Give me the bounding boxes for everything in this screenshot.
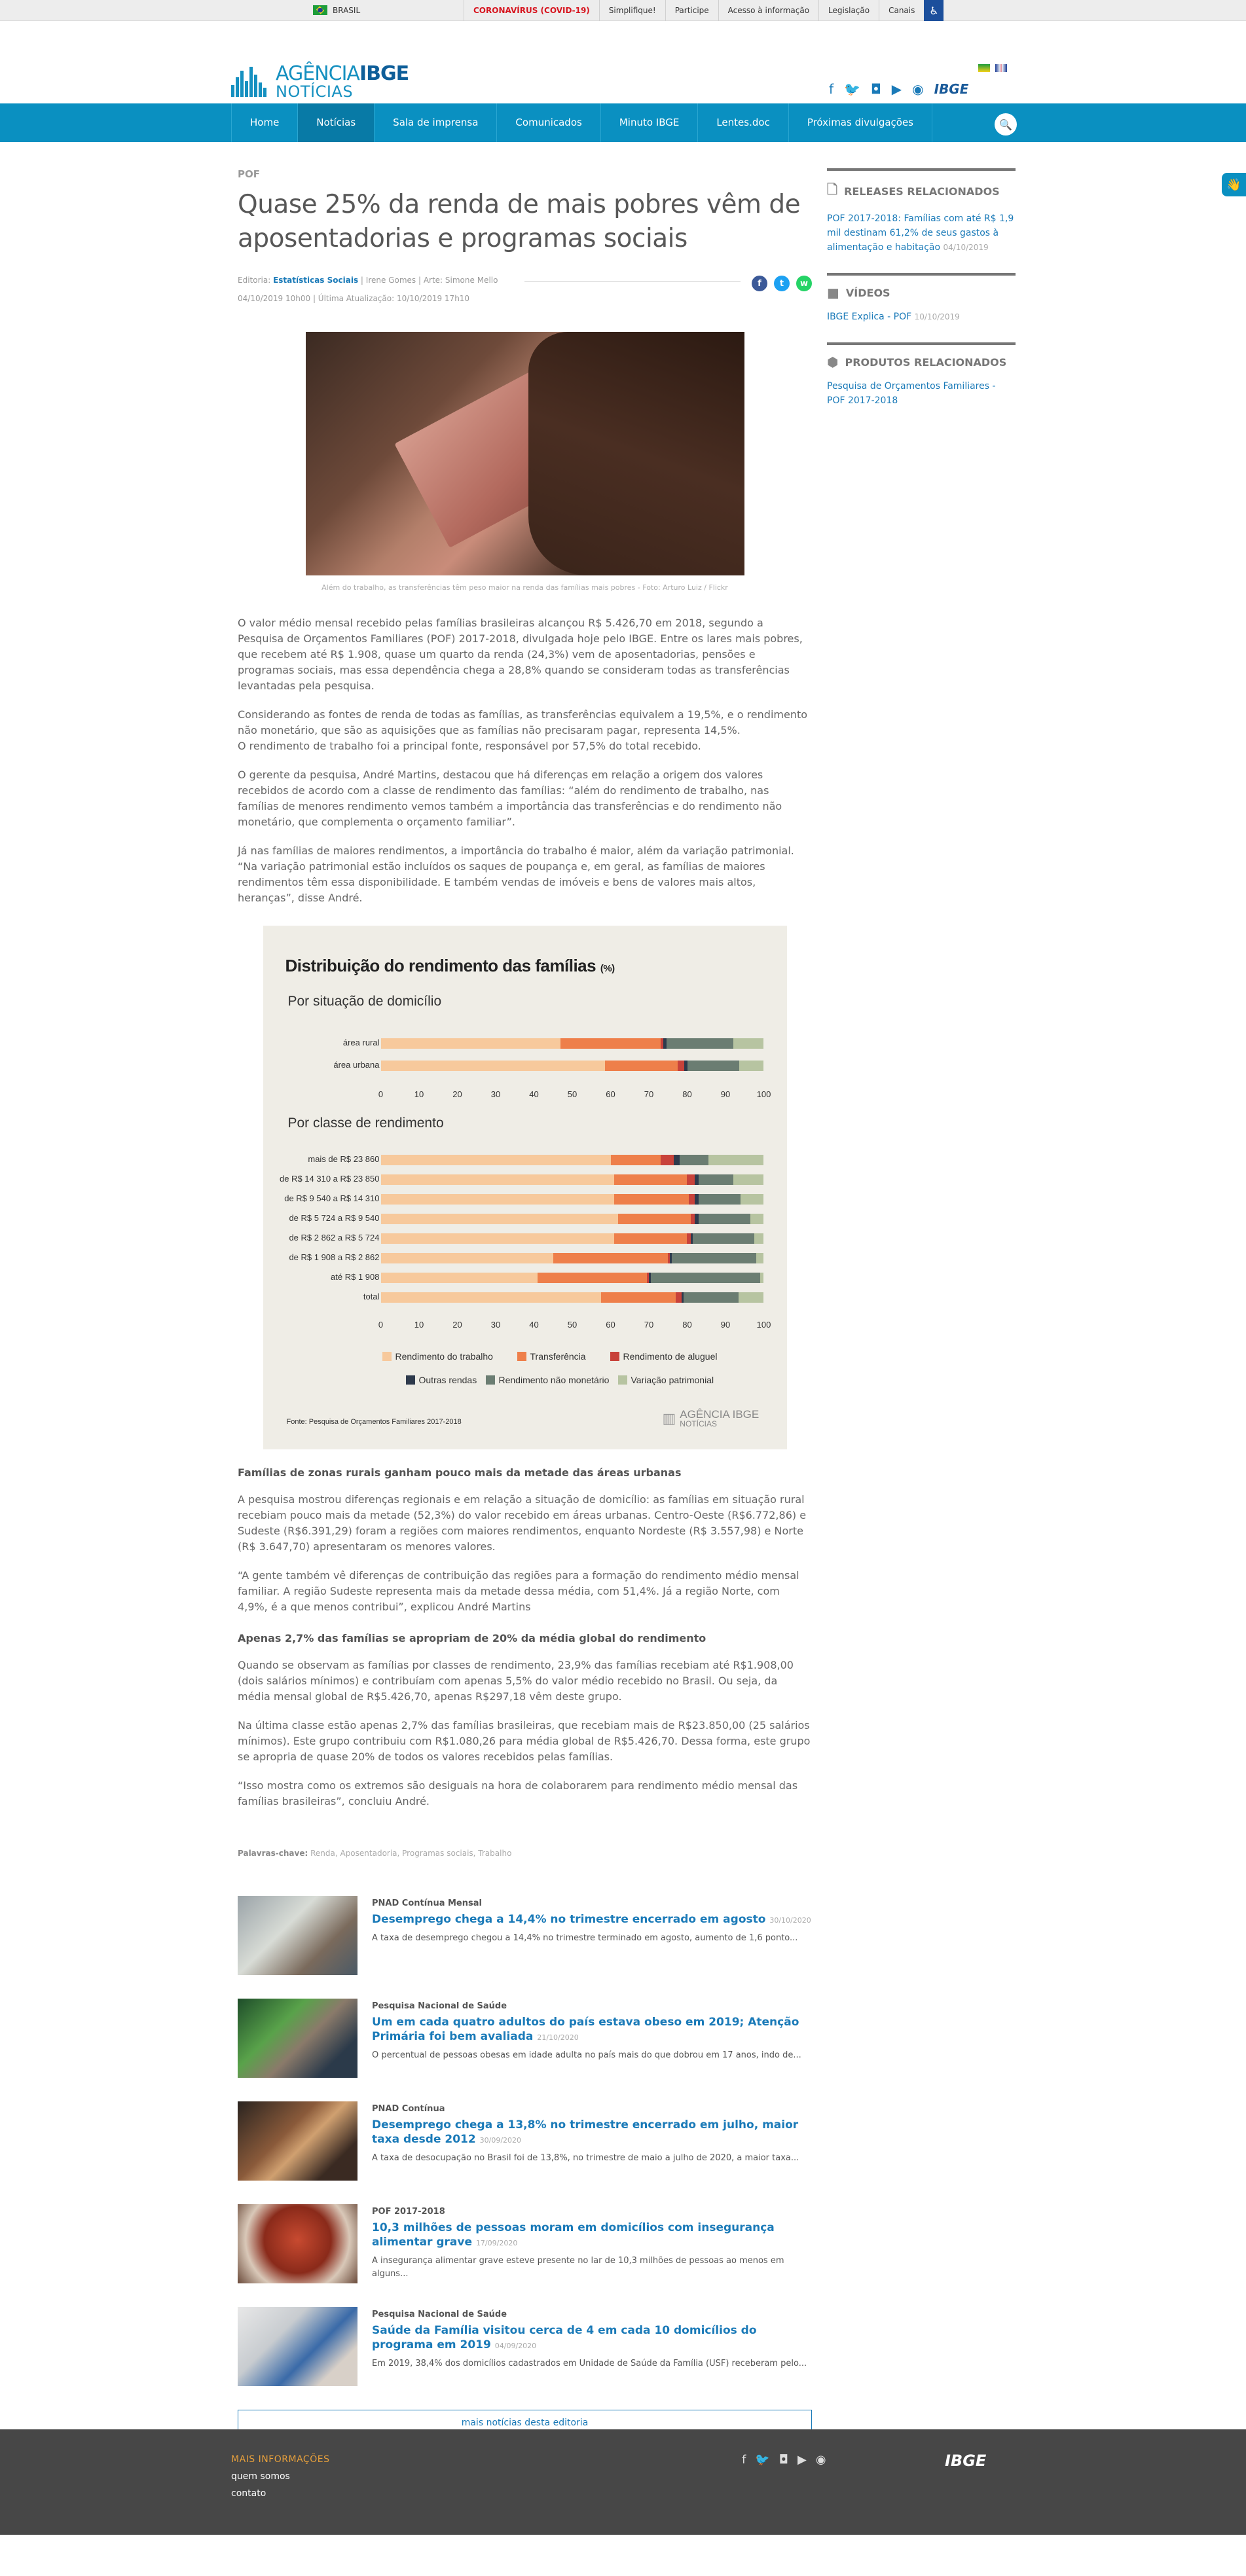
bar-segment-rendimento-de-aluguel bbox=[689, 1194, 695, 1205]
rss-icon[interactable]: ◉ bbox=[912, 81, 924, 97]
panel1-tick-label: 10 bbox=[414, 1089, 424, 1099]
panel2-tick-label: 90 bbox=[720, 1320, 731, 1330]
legend-label: Rendimento de aluguel bbox=[623, 1351, 718, 1362]
main-nav bbox=[0, 103, 1246, 142]
panel2-tick-label: 60 bbox=[606, 1320, 615, 1330]
legend-item bbox=[610, 1351, 718, 1362]
legend-swatch bbox=[610, 1352, 619, 1361]
bar-segment-varia-o-patrimonial bbox=[754, 1233, 764, 1244]
logo-word-noticias: NOTÍCIAS bbox=[276, 82, 354, 101]
editoria-label: Editoria: bbox=[238, 276, 271, 285]
ibge-header-logo[interactable]: IBGE bbox=[934, 81, 969, 97]
chart-logo-bars-icon: ▥ bbox=[662, 1409, 676, 1426]
panel1-tick-label: 50 bbox=[567, 1089, 577, 1099]
sidebar-releases bbox=[827, 168, 1016, 255]
gov-link-simplifique[interactable]: Simplifique! bbox=[599, 0, 665, 21]
bar-segment-rendimento-n-o-monet-rio bbox=[667, 1038, 733, 1049]
sidebar-video-link[interactable]: IBGE Explica - POF bbox=[827, 312, 912, 322]
news-date: 30/09/2020 bbox=[479, 2136, 522, 2145]
footer-instagram-icon[interactable]: ◘ bbox=[779, 2453, 789, 2467]
bar-segment-rendimento-do-trabalho bbox=[381, 1194, 615, 1205]
site-header bbox=[0, 21, 1246, 103]
share-facebook-icon[interactable]: f bbox=[752, 276, 767, 291]
chart_data.panel1-stacked-bar bbox=[381, 1061, 764, 1071]
gov-link-acesso[interactable]: Acesso à informação bbox=[718, 0, 818, 21]
gov-link-participe[interactable]: Participe bbox=[665, 0, 718, 21]
youtube-icon[interactable]: ▶ bbox=[891, 81, 902, 97]
bar-segment-rendimento-n-o-monet-rio bbox=[680, 1155, 708, 1165]
header-social-links bbox=[829, 81, 968, 97]
legend-item bbox=[382, 1351, 493, 1362]
legend-item bbox=[486, 1375, 610, 1385]
bar-segment-rendimento-n-o-monet-rio bbox=[672, 1253, 756, 1263]
language-switcher bbox=[978, 64, 1007, 72]
news-date: 04/09/2020 bbox=[494, 2342, 537, 2350]
bar-segment-rendimento-de-aluguel bbox=[687, 1174, 695, 1185]
news-item[interactable] bbox=[238, 2307, 812, 2386]
bar-segment-rendimento-n-o-monet-rio bbox=[651, 1273, 760, 1283]
news-item[interactable] bbox=[238, 2204, 812, 2283]
paragraph: Quando se observam as famílias por classes de rendimento, 23,9% das famílias recebiam até R$1.908,00 (dois salários mínimos) e contribuíam com apenas 5,5% do valor médio recebido no Brasil. Ou seja, da média mensal global de R$5.426,70, apenas R$297,18 vêm deste grupo. bbox=[238, 1659, 794, 1703]
sidebar-release-date: 04/10/2019 bbox=[943, 243, 989, 252]
bar-segment-transfer-ncia bbox=[553, 1253, 669, 1263]
chart_data.panel1-stacked-bar bbox=[381, 1038, 764, 1049]
panel1-tick-label: 100 bbox=[756, 1089, 771, 1099]
sidebar-releases-title: RELEASES RELACIONADOS bbox=[844, 185, 1000, 198]
chart_data.panel2-stacked-bar bbox=[381, 1155, 764, 1165]
article-dates: 04/10/2019 10h00 | Última Atualização: 10/10/2019 17h10 bbox=[238, 294, 470, 303]
news-title[interactable]: Saúde da Família visitou cerca de 4 em cada 10 domicílios do programa em 2019 bbox=[372, 2324, 757, 2351]
footer-youtube-icon[interactable]: ▶ bbox=[797, 2453, 807, 2467]
chart_data.panel2-row-label: até R$ 1 908 bbox=[331, 1272, 380, 1282]
news-thumbnail[interactable] bbox=[238, 2101, 357, 2181]
main-area bbox=[0, 142, 1246, 2429]
agencia-ibge-logo[interactable] bbox=[231, 63, 409, 101]
panel1-tick-label: 40 bbox=[529, 1089, 539, 1099]
panel1-tick-label: 0 bbox=[378, 1089, 384, 1099]
chart-title bbox=[285, 956, 615, 976]
keywords-list[interactable]: Renda, Aposentadoria, Programas sociais, Trabalho bbox=[310, 1849, 512, 1858]
legend-swatch bbox=[618, 1375, 627, 1385]
nav-sala-imprensa[interactable]: Sala de imprensa bbox=[393, 117, 479, 128]
chart_data.panel2-row-label: mais de R$ 23 860 bbox=[308, 1154, 380, 1164]
panel1-tick-label: 90 bbox=[720, 1089, 731, 1099]
panel1-tick-label: 70 bbox=[644, 1089, 654, 1099]
news-thumbnail[interactable] bbox=[238, 1896, 357, 1975]
nav-comunicados[interactable]: Comunicados bbox=[515, 117, 582, 128]
search-button[interactable] bbox=[995, 113, 1017, 136]
bar-segment-varia-o-patrimonial bbox=[756, 1253, 764, 1263]
bar-segment-rendimento-n-o-monet-rio bbox=[687, 1061, 739, 1071]
paragraph-line: O rendimento de trabalho foi a principal fonte, responsável por 57,5% do total recebido. bbox=[238, 740, 701, 752]
bar-segment-varia-o-patrimonial bbox=[739, 1061, 763, 1071]
brasil-label: BRASIL bbox=[333, 5, 361, 15]
news-date: 21/10/2020 bbox=[537, 2033, 579, 2042]
legend-label: Variação patrimonial bbox=[631, 1375, 714, 1385]
panel1-tick-label: 60 bbox=[606, 1089, 615, 1099]
instagram-icon[interactable]: ◘ bbox=[870, 81, 881, 97]
sidebar-videos bbox=[827, 273, 1016, 324]
panel2-tick-label: 30 bbox=[490, 1320, 501, 1330]
chart_data.panel1-row-label: área rural bbox=[342, 1038, 380, 1047]
chart_data.panel2-row-label: de R$ 2 862 a R$ 5 724 bbox=[289, 1233, 380, 1243]
keywords-label: Palavras-chave: bbox=[238, 1849, 308, 1858]
news-editoria[interactable]: PNAD Contínua Mensal bbox=[372, 1898, 482, 1908]
sidebar-videos-title: VÍDEOS bbox=[845, 286, 890, 299]
bar-segment-varia-o-patrimonial bbox=[708, 1155, 764, 1165]
paragraph-line: Considerando as fontes de renda de todas as famílias, as transferências equivalem a 19,5%, e o rendimento não monetário, que são as aquisições que as famílias não precisaram pagar, representa 14,5%. bbox=[238, 708, 808, 736]
sidebar-products-title: PRODUTOS RELACIONADOS bbox=[845, 355, 1007, 369]
news-summary: A insegurança alimentar grave esteve presente no lar de 10,3 milhões de pessoas ao menos em alguns... bbox=[372, 2256, 784, 2279]
bar-segment-rendimento-n-o-monet-rio bbox=[699, 1214, 750, 1224]
sidebar-release-link[interactable]: POF 2017-2018: Famílias com até R$ 1,9 mil destinam 61,2% de seus gastos à alimentação e habitação bbox=[827, 213, 1014, 253]
nav-noticias[interactable]: Notícias bbox=[298, 103, 374, 142]
legend-item bbox=[618, 1375, 714, 1385]
bar-segment-rendimento-n-o-monet-rio bbox=[684, 1292, 739, 1303]
bar-segment-varia-o-patrimonial bbox=[750, 1214, 763, 1224]
article-meta: Editoria: Estatísticas Sociais | Irene Gomes | Arte: Simone Mello 04/10/2019 10h00 | Última Atualização: 10/10/2019 17h10 f t w bbox=[238, 276, 812, 312]
twitter-icon[interactable]: 🐦 bbox=[844, 81, 860, 97]
search-icon: 🔍 bbox=[999, 118, 1012, 131]
chart_data.panel2-stacked-bar bbox=[381, 1253, 764, 1263]
panel2-tick-label: 20 bbox=[452, 1320, 462, 1330]
panel2-tick-label: 10 bbox=[414, 1320, 424, 1330]
subheading-classes: Apenas 2,7% das famílias se apropriam de 20% da média global do rendimento bbox=[238, 1632, 706, 1644]
article-photo bbox=[306, 332, 744, 575]
subheading-rural: Famílias de zonas rurais ganham pouco mais da metade das áreas urbanas bbox=[238, 1466, 682, 1479]
news-date: 17/09/2020 bbox=[475, 2239, 518, 2247]
chart_data.panel2-row-label: de R$ 14 310 a R$ 23 850 bbox=[279, 1174, 380, 1184]
panel2-tick-label: 0 bbox=[378, 1320, 384, 1330]
lang-en-flag-icon[interactable] bbox=[995, 64, 1007, 72]
footer-link-contato[interactable]: contato bbox=[231, 2488, 266, 2499]
footer-twitter-icon[interactable]: 🐦 bbox=[755, 2453, 770, 2467]
accessibility-side-button[interactable]: 👋 bbox=[1222, 173, 1246, 196]
news-title[interactable]: Desemprego chega a 14,4% no trimestre encerrado em agosto bbox=[372, 1913, 766, 1926]
chart_data.panel2-stacked-bar bbox=[381, 1194, 764, 1205]
bar-segment-rendimento-de-aluguel bbox=[661, 1155, 674, 1165]
gov-links bbox=[464, 0, 944, 21]
chart_data.panel2-stacked-bar bbox=[381, 1273, 764, 1283]
panel2-tick-label: 70 bbox=[644, 1320, 654, 1330]
panel1-tick-label: 20 bbox=[452, 1089, 462, 1099]
article-title: Quase 25% da renda de mais pobres vêm de aposentadorias e programas sociais bbox=[238, 190, 801, 253]
footer-social-links bbox=[742, 2453, 826, 2467]
panel2-tick-label: 40 bbox=[529, 1320, 539, 1330]
sidebar-video-date: 10/10/2019 bbox=[914, 312, 960, 321]
chart_data.panel2-row-label: total bbox=[363, 1292, 380, 1301]
photo-caption: Além do trabalho, as transferências têm peso maior na renda das famílias mais pobres - Foto: Arturo Luiz / Flickr bbox=[321, 583, 728, 592]
legend-swatch bbox=[517, 1352, 526, 1361]
chart-title-text: Distribuição do rendimento das famílias bbox=[285, 956, 596, 975]
chart_data.panel2-stacked-bar bbox=[381, 1174, 764, 1185]
sidebar-product-link[interactable]: Pesquisa de Orçamentos Familiares - POF 2017-2018 bbox=[827, 381, 996, 406]
bar-segment-varia-o-patrimonial bbox=[733, 1038, 764, 1049]
chart-source: Fonte: Pesquisa de Orçamentos Familiares 2017-2018 bbox=[286, 1418, 462, 1426]
chart_data.panel2-row-label: de R$ 5 724 a R$ 9 540 bbox=[289, 1213, 380, 1223]
bar-segment-rendimento-do-trabalho bbox=[381, 1292, 601, 1303]
chart_data.panel2-stacked-bar bbox=[381, 1292, 764, 1303]
bar-segment-rendimento-de-aluguel bbox=[676, 1292, 682, 1303]
news-thumbnail[interactable] bbox=[238, 2204, 357, 2283]
author-name: Irene Gomes bbox=[365, 276, 416, 285]
chart-logo bbox=[663, 1409, 760, 1428]
sidebar bbox=[827, 168, 1016, 426]
related-news-list bbox=[238, 1896, 812, 2386]
news-summary: A taxa de desocupação no Brasil foi de 13,8%, no trimestre de maio a julho de 2020, a maior taxa... bbox=[372, 2153, 799, 2163]
bar-segment-rendimento-n-o-monet-rio bbox=[693, 1233, 754, 1244]
news-title[interactable]: Desemprego chega a 13,8% no trimestre encerrado em julho, maior taxa desde 2012 bbox=[372, 2118, 799, 2146]
gov-link-legislacao[interactable]: Legislação bbox=[818, 0, 879, 21]
legend-swatch bbox=[382, 1352, 392, 1361]
bar-segment-varia-o-patrimonial bbox=[760, 1273, 764, 1283]
news-summary: A taxa de desemprego chegou a 14,4% no trimestre terminado em agosto, aumento de 1,6 ponto... bbox=[372, 1933, 798, 1943]
gov-link-canais[interactable]: Canais bbox=[879, 0, 924, 21]
bar-segment-rendimento-n-o-monet-rio bbox=[699, 1174, 733, 1185]
bar-segment-transfer-ncia bbox=[614, 1174, 687, 1185]
bar-segment-transfer-ncia bbox=[560, 1038, 660, 1049]
bar-segment-rendimento-do-trabalho bbox=[381, 1273, 538, 1283]
editoria-link[interactable]: Estatísticas Sociais bbox=[273, 276, 359, 285]
site-footer bbox=[0, 2429, 1246, 2535]
bar-segment-transfer-ncia bbox=[614, 1233, 687, 1244]
news-editoria[interactable]: Pesquisa Nacional de Saúde bbox=[372, 2310, 507, 2319]
nav-lentes-doc[interactable]: Lentes.doc bbox=[716, 117, 770, 128]
bar-segment-rendimento-do-trabalho bbox=[381, 1155, 611, 1165]
paragraph: A pesquisa mostrou diferenças regionais e em relação a situação de domicílio: as famílias em situação rural recebiam pouco mais da metade (52,3%) do valor recebido em áreas urbanas. Centro-Oeste (R$6.772,86) e Sudeste (R$6.391,29) foram a regiões com maiores rendimentos, enquanto Nordeste (R$ 3.557,98) e Norte (R$ 3.647,70) apresentaram os menores valores. bbox=[238, 1493, 807, 1553]
paragraph bbox=[238, 707, 812, 754]
article-body bbox=[238, 615, 812, 1809]
chart_data.panel1-row-label: área urbana bbox=[333, 1060, 380, 1070]
legend-item bbox=[406, 1375, 477, 1385]
paragraph: Na última classe estão apenas 2,7% das famílias brasileiras, que recebiam mais de R$23.850,00 (25 salários mínimos). Este grupo contribuiu com R$1.080,26 para média global de R$5.426,70. Dessa forma, este grupo se apropria de quase 20% de todos os valores recebidos pelas famílias. bbox=[238, 1719, 811, 1763]
brasil-link[interactable] bbox=[313, 5, 360, 15]
art-credit: Arte: Simone Mello bbox=[423, 276, 498, 285]
panel1-tick-label: 30 bbox=[490, 1089, 501, 1099]
news-date: 30/10/2020 bbox=[769, 1916, 811, 1925]
news-item[interactable] bbox=[238, 1896, 812, 1975]
lang-pt-flag-icon[interactable] bbox=[978, 64, 990, 72]
bar-segment-varia-o-patrimonial bbox=[733, 1174, 764, 1185]
news-thumbnail[interactable] bbox=[238, 1999, 357, 2078]
news-title[interactable]: Um em cada quatro adultos do país estava obeso em 2019; Atenção Primária foi bem avaliada bbox=[372, 2016, 799, 2043]
share-twitter-icon[interactable]: t bbox=[774, 276, 790, 291]
facebook-icon[interactable]: f bbox=[829, 81, 834, 97]
news-title[interactable]: 10,3 milhões de pessoas moram em domicílios com insegurança alimentar grave bbox=[372, 2221, 775, 2249]
news-editoria[interactable]: PNAD Contínua bbox=[372, 2104, 445, 2114]
legend-label: Outras rendas bbox=[418, 1375, 477, 1385]
bar-segment-rendimento-do-trabalho bbox=[381, 1174, 615, 1185]
video-camera-icon: ■ bbox=[827, 285, 839, 300]
news-editoria[interactable]: POF 2017-2018 bbox=[372, 2207, 445, 2217]
news-summary: O percentual de pessoas obesas em idade adulta no país mais do que dobrou em 17 anos, indo de... bbox=[372, 2050, 801, 2060]
bar-segment-transfer-ncia bbox=[611, 1155, 661, 1165]
paragraph: O valor médio mensal recebido pelas famílias brasileiras alcançou R$ 5.426,70 em 2018, segundo a Pesquisa de Orçamentos Familiares (POF) 2017-2018, divulgada hoje pelo IBGE. Entre os lares mais pobres, que recebem até R$ 1.908, quase um quarto da renda (24,3%) vem de aposentadorias, pensões e programas sociais, mas essa dependência chega a 28,8% quando se consideram todas as transferências levantadas pela pesquisa. bbox=[238, 617, 803, 692]
bar-segment-varia-o-patrimonial bbox=[739, 1292, 763, 1303]
panel2-tick-label: 80 bbox=[682, 1320, 692, 1330]
legend-swatch bbox=[406, 1375, 415, 1385]
bar-segment-outras-rendas bbox=[674, 1155, 680, 1165]
chart_data.panel2-stacked-bar bbox=[381, 1214, 764, 1224]
bar-segment-rendimento-do-trabalho bbox=[381, 1253, 553, 1263]
bar-segment-varia-o-patrimonial bbox=[741, 1194, 763, 1205]
chart-panel2-title: Por classe de rendimento bbox=[287, 1116, 444, 1131]
chart_data.panel2-stacked-bar bbox=[381, 1233, 764, 1244]
document-icon: 🗋 bbox=[827, 181, 838, 197]
news-item[interactable] bbox=[238, 1999, 812, 2078]
news-thumbnail[interactable] bbox=[238, 2307, 357, 2386]
sidebar-products bbox=[827, 342, 1016, 408]
legend-label: Rendimento não monetário bbox=[498, 1375, 610, 1385]
chart-logo-l2: NOTÍCIAS bbox=[680, 1419, 717, 1428]
bar-segment-rendimento-do-trabalho bbox=[381, 1038, 561, 1049]
share-whatsapp-icon[interactable]: w bbox=[796, 276, 812, 291]
chart_data.panel2-row-label: de R$ 9 540 a R$ 14 310 bbox=[284, 1193, 380, 1203]
more-news-button[interactable]: mais notícias desta editoria bbox=[238, 2410, 812, 2436]
bar-segment-rendimento-do-trabalho bbox=[381, 1214, 619, 1224]
logo-bars-icon bbox=[231, 63, 270, 101]
legend-label: Rendimento do trabalho bbox=[395, 1351, 493, 1362]
gov-top-bar bbox=[0, 0, 1246, 21]
accessibility-icon[interactable]: ♿ bbox=[924, 0, 944, 21]
paragraph: Já nas famílias de maiores rendimentos, a importância do trabalho é maior, além da variação patrimonial. “Na variação patrimonial estão incluídos os saques de poupança e, em geral, as famílias de maiores rendimentos têm essa disponibilidade. E também vendas de imóveis e bens de valores mais altos, heranças”, disse André. bbox=[238, 844, 794, 904]
footer-link-quem-somos[interactable]: quem somos bbox=[231, 2471, 290, 2482]
chart-title-unit: (%) bbox=[600, 963, 615, 974]
news-item[interactable] bbox=[238, 2101, 812, 2181]
footer-rss-icon[interactable]: ◉ bbox=[815, 2453, 826, 2467]
brazil-flag-icon bbox=[313, 5, 327, 15]
legend-swatch bbox=[486, 1375, 495, 1385]
footer-ibge-logo[interactable]: IBGE bbox=[945, 2452, 987, 2470]
logo-word-agencia: AGÊNCIA bbox=[276, 62, 359, 85]
bar-segment-rendimento-do-trabalho bbox=[381, 1061, 605, 1071]
panel2-tick-label: 100 bbox=[756, 1320, 771, 1330]
paragraph: “A gente também vê diferenças de contribuição das regiões para a formação do rendimento médio mensal familiar. A região Sudeste representa mais da metade dessa média, com 51,4%. Já a região Norte, com 4,9%, é a que menos contribui”, explicou André Martins bbox=[238, 1569, 799, 1613]
bar-segment-transfer-ncia bbox=[605, 1061, 678, 1071]
panel1-tick-label: 80 bbox=[682, 1089, 692, 1099]
nav-proximas-divulgacoes[interactable]: Próximas divulgações bbox=[807, 117, 913, 128]
news-summary: Em 2019, 38,4% dos domicílios cadastrados em Unidade de Saúde da Família (USF) receberam pelo... bbox=[372, 2359, 807, 2368]
paragraph: “Isso mostra como os extremos são desiguais na hora de colaborarem para rendimento médio mensal das famílias brasileiras”, concluiu André. bbox=[238, 1779, 798, 1807]
logo-word-ibge: IBGE bbox=[359, 62, 409, 85]
chart-panel1-title: Por situação de domicílio bbox=[287, 994, 442, 1009]
gov-link-covid[interactable]: CORONAVÍRUS (COVID-19) bbox=[464, 0, 599, 21]
panel2-tick-label: 50 bbox=[567, 1320, 577, 1330]
bar-segment-transfer-ncia bbox=[601, 1292, 676, 1303]
news-editoria[interactable]: Pesquisa Nacional de Saúde bbox=[372, 2001, 507, 2011]
income-distribution-chart bbox=[263, 926, 787, 1449]
share-buttons bbox=[752, 276, 812, 291]
chart_data.panel2-row-label: de R$ 1 908 a R$ 2 862 bbox=[289, 1252, 380, 1262]
legend-label: Transferência bbox=[530, 1351, 586, 1362]
article-kicker[interactable]: POF bbox=[238, 168, 260, 180]
bar-segment-rendimento-n-o-monet-rio bbox=[699, 1194, 741, 1205]
nav-home[interactable]: Home bbox=[250, 117, 280, 128]
bar-segment-transfer-ncia bbox=[538, 1273, 647, 1283]
nav-minuto-ibge[interactable]: Minuto IBGE bbox=[619, 117, 680, 128]
footer-facebook-icon[interactable]: f bbox=[742, 2453, 746, 2467]
bar-segment-transfer-ncia bbox=[614, 1194, 689, 1205]
keywords bbox=[238, 1849, 812, 1858]
footer-heading: MAIS INFORMAÇÕES bbox=[231, 2454, 330, 2465]
bar-segment-transfer-ncia bbox=[618, 1214, 691, 1224]
box-icon: ⬢ bbox=[827, 354, 839, 370]
article bbox=[238, 168, 812, 2436]
bar-segment-rendimento-do-trabalho bbox=[381, 1233, 615, 1244]
bar-segment-rendimento-de-aluguel bbox=[678, 1061, 685, 1071]
paragraph: O gerente da pesquisa, André Martins, destacou que há diferenças em relação a origem dos valores recebidos de acordo com a classe de rendimento das famílias: “além do rendimento de trabalho, nas famílias de menores rendimento vemos também a importância das transferências e do rendimento não monetário, que complementa o orçamento familiar”. bbox=[238, 769, 782, 828]
legend-item bbox=[517, 1351, 586, 1362]
chart-logo-l1: AGÊNCIA IBGE bbox=[680, 1408, 760, 1421]
